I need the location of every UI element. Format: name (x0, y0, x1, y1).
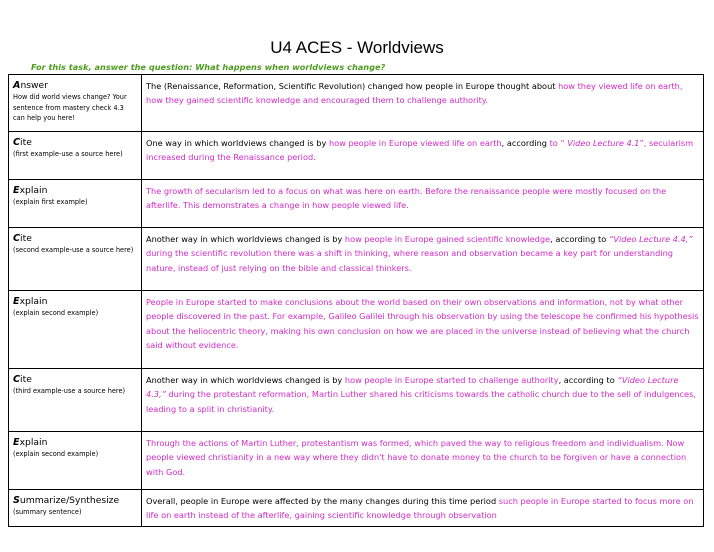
cite-3-row (9, 369, 704, 432)
summarize-label-rest: ummarize/Synthesize (19, 495, 120, 506)
explain-3-text: Through the actions of Martin Luther, protestantism was formed, which paved the way to religious freedom and individualism. Now people viewed christianity in a new way where they didn't have to donate money to the church to be forgiven or have a connection with God. (146, 438, 687, 477)
cite-3-text-black: Another way in which worldviews changed is by (146, 375, 345, 385)
summarize-response-cell[interactable] (142, 490, 704, 527)
explain-2-label-rest: xplain (19, 296, 48, 307)
explain-1-instruction: (explain first example) (13, 198, 88, 206)
cite-2-text-according: , according to (550, 234, 609, 244)
cite-3-label-cell (9, 369, 142, 432)
cite-2-source: “Video Lecture 4.4,” (608, 234, 693, 244)
answer-letter: A (13, 80, 21, 91)
cite-2-label-rest: ite (20, 233, 32, 244)
cite-3-instruction: (third example-use a source here) (13, 387, 126, 395)
explain-1-text: The growth of secularism led to a focus on what was here on earth. Before the renaissance people were mostly focused on the afterlife. This demonstrates a change in how people viewed life. (146, 186, 667, 211)
answer-text-black: The (Renaissance, Reformation, Scientific Revolution) changed how people in Europe thought about (146, 81, 559, 91)
cite-3-text-according: , according to (558, 375, 618, 385)
cite-1-text-to: to “ (549, 138, 565, 148)
answer-instruction: How did world views change? Your sentence from mastery check 4.3 can help you here! (13, 93, 127, 123)
cite-2-row (9, 228, 704, 291)
answer-text-pink: how they viewed life on earth, how they gained scientific knowledge and encouraged them to challenge authority. (146, 81, 683, 106)
cite-1-row (9, 132, 704, 180)
explain-2-text: People in Europe started to make conclusions about the world based on their own observations and information, not by what other people discovered in the past. For example, Galileo Galilei through his observation by using the telescope he confirmed his hypothesis about the heliocentric theory, making his own conclusion on how we are placed in the universe instead of believing what the church said without evidence. (146, 297, 699, 351)
explain-2-letter: E (13, 296, 20, 307)
cite-1-text-black: One way in which worldviews changed is by (146, 138, 329, 148)
explain-1-letter: E (13, 185, 20, 196)
summarize-instruction: (summary sentence) (13, 508, 82, 516)
cite-3-label-rest: ite (20, 374, 32, 385)
cite-2-text-black: Another way in which worldviews changed is by (146, 234, 345, 244)
answer-row (9, 75, 704, 132)
explain-3-row (9, 432, 704, 490)
cite-1-response-cell[interactable] (142, 132, 704, 180)
answer-response-cell[interactable] (142, 75, 704, 132)
cite-1-source: Video Lecture 4.1 (564, 138, 640, 148)
summarize-label-cell (9, 490, 142, 527)
cite-2-letter: C (13, 233, 21, 244)
explain-3-instruction: (explain second example) (13, 450, 99, 458)
task-prompt: For this task, answer the question: What happens when worldviews change? (31, 62, 386, 72)
explain-3-label-rest: xplain (19, 437, 48, 448)
cite-1-text-rest: ”, secularism increased during the Renaissance period. (146, 138, 694, 163)
cite-3-text-pink: how people in Europe started to challenge authority (344, 375, 559, 385)
explain-2-instruction: (explain second example) (13, 309, 99, 317)
page-title: U4 ACES - Worldviews (270, 38, 444, 57)
cite-2-text-rest: during the scientific revolution there was a shift in thinking, where reason and observation became a key part for understanding nature, instead of just relying on the bible and classical thinkers. (146, 248, 673, 273)
explain-2-response-cell[interactable] (142, 291, 704, 369)
explain-3-response-cell[interactable] (142, 432, 704, 490)
cite-3-source: “Video Lecture 4.3,” (146, 375, 679, 400)
cite-3-letter: C (13, 374, 21, 385)
summarize-letter: S (13, 495, 20, 506)
cite-1-text-pink: how people in Europe viewed life on earth (328, 138, 502, 148)
cite-1-instruction: (first example-use a source here) (13, 150, 123, 158)
cite-2-text-pink: how people in Europe gained scientific knowledge (344, 234, 551, 244)
summarize-text-pink: such people in Europe started to focus more on life on earth instead of the afterlife, gaining scientific knowledge through observation (146, 496, 694, 521)
cite-1-text-according: , according (501, 138, 550, 148)
explain-1-label-rest: xplain (19, 185, 48, 196)
answer-label-rest: nswer (20, 80, 48, 91)
explain-2-label-cell (9, 291, 142, 369)
cite-3-text-rest: during the protestant reformation, Martin Luther shared his criticisms towards the catholic church due to the sell of indulgences, leading to a split in christianity. (146, 389, 696, 414)
cite-2-label-cell (9, 228, 142, 291)
cite-1-letter: C (13, 137, 21, 148)
cite-1-label-rest: ite (20, 137, 32, 148)
explain-1-response-cell[interactable] (142, 180, 704, 228)
explain-2-row (9, 291, 704, 369)
explain-3-label-cell (9, 432, 142, 490)
cite-3-response-cell[interactable] (142, 369, 704, 432)
summarize-row (9, 490, 704, 527)
explain-1-label-cell (9, 180, 142, 228)
aces-table (8, 74, 704, 527)
summarize-text-black: Overall, people in Europe were affected by the many changes during this time period (146, 496, 499, 506)
explain-1-row (9, 180, 704, 228)
explain-3-letter: E (13, 437, 20, 448)
cite-2-response-cell[interactable] (142, 228, 704, 291)
cite-2-instruction: (second example-use a source here) (13, 246, 134, 254)
answer-label-cell (9, 75, 142, 132)
cite-1-label-cell (9, 132, 142, 180)
